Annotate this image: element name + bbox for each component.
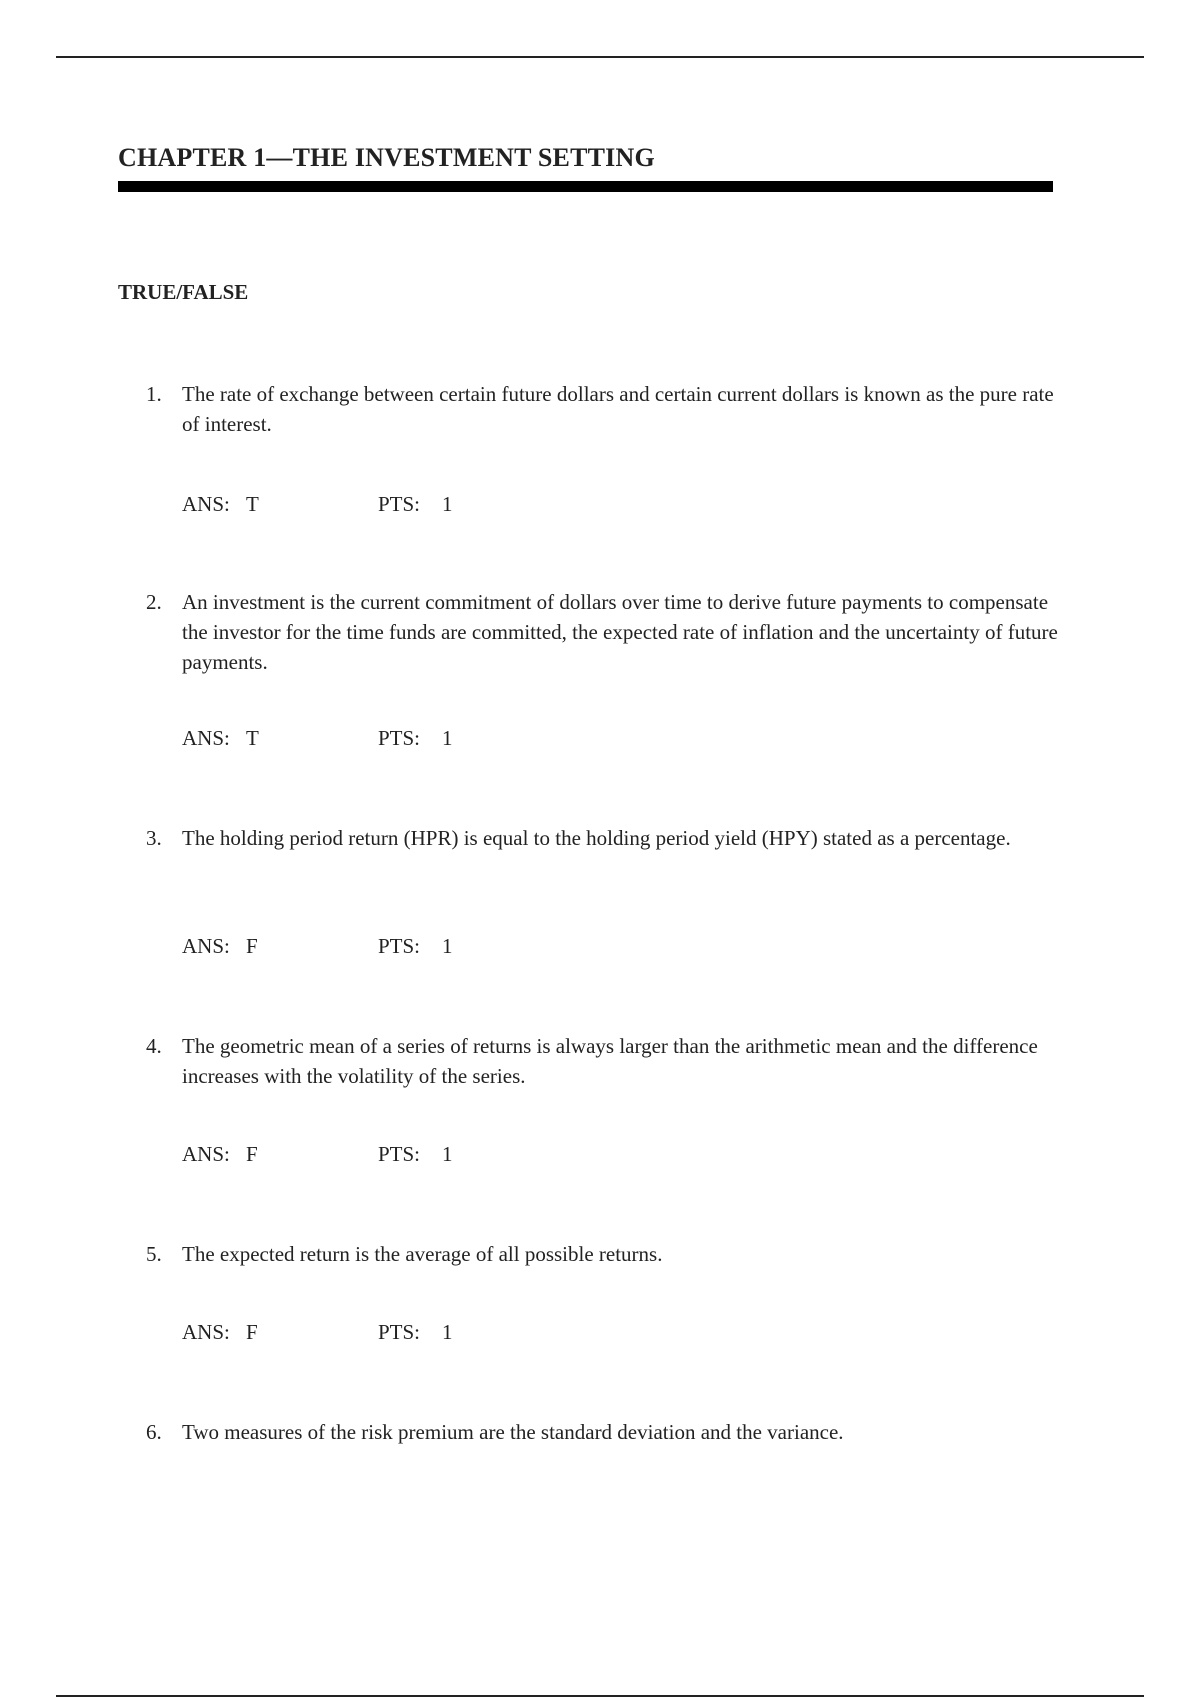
points-value: 1 <box>442 1320 453 1344</box>
question-number: 2. <box>146 590 162 614</box>
question-number: 4. <box>146 1034 162 1058</box>
points-value: 1 <box>442 1142 453 1166</box>
points-label: PTS: <box>378 1142 421 1166</box>
page-bottom-rule <box>56 1695 1144 1697</box>
points-value: 1 <box>442 934 453 958</box>
answer-value: F <box>246 934 258 958</box>
question-text: The rate of exchange between certain future dollars and certain current dollars is known as the pure rate of interest. <box>182 382 1054 436</box>
question-text: The geometric mean of a series of returns is always larger than the arithmetic mean and the difference increases with the volatility of the series. <box>182 1034 1038 1088</box>
points-value: 1 <box>442 726 453 750</box>
question-text: Two measures of the risk premium are the standard deviation and the variance. <box>182 1420 844 1444</box>
answer-label: ANS: <box>182 1320 230 1344</box>
points-label: PTS: <box>378 1320 421 1344</box>
question-text: The holding period return (HPR) is equal to the holding period yield (HPY) stated as a percentage. <box>182 826 1011 850</box>
chapter-title: CHAPTER 1—THE INVESTMENT SETTING <box>118 143 655 172</box>
question-number: 5. <box>146 1242 162 1266</box>
answer-value: T <box>246 492 259 516</box>
answer-value: T <box>246 726 259 750</box>
question-text: The expected return is the average of all possible returns. <box>182 1242 663 1266</box>
points-label: PTS: <box>378 726 421 750</box>
points-label: PTS: <box>378 492 421 516</box>
answer-label: ANS: <box>182 726 230 750</box>
question-number: 3. <box>146 826 162 850</box>
page-top-rule <box>56 56 1144 58</box>
question-number: 1. <box>146 382 162 406</box>
points-label: PTS: <box>378 934 421 958</box>
answer-label: ANS: <box>182 492 230 516</box>
section-heading: TRUE/FALSE <box>118 280 249 304</box>
question-number: 6. <box>146 1420 162 1444</box>
answer-label: ANS: <box>182 1142 230 1166</box>
answer-value: F <box>246 1142 258 1166</box>
answer-value: F <box>246 1320 258 1344</box>
answer-label: ANS: <box>182 934 230 958</box>
points-value: 1 <box>442 492 453 516</box>
question-text: An investment is the current commitment of dollars over time to derive future payments to compensate the investor for the time funds are committed, the expected rate of inflation and the uncertainty of future payments. <box>182 590 1058 674</box>
chapter-title-bar <box>118 181 1053 192</box>
